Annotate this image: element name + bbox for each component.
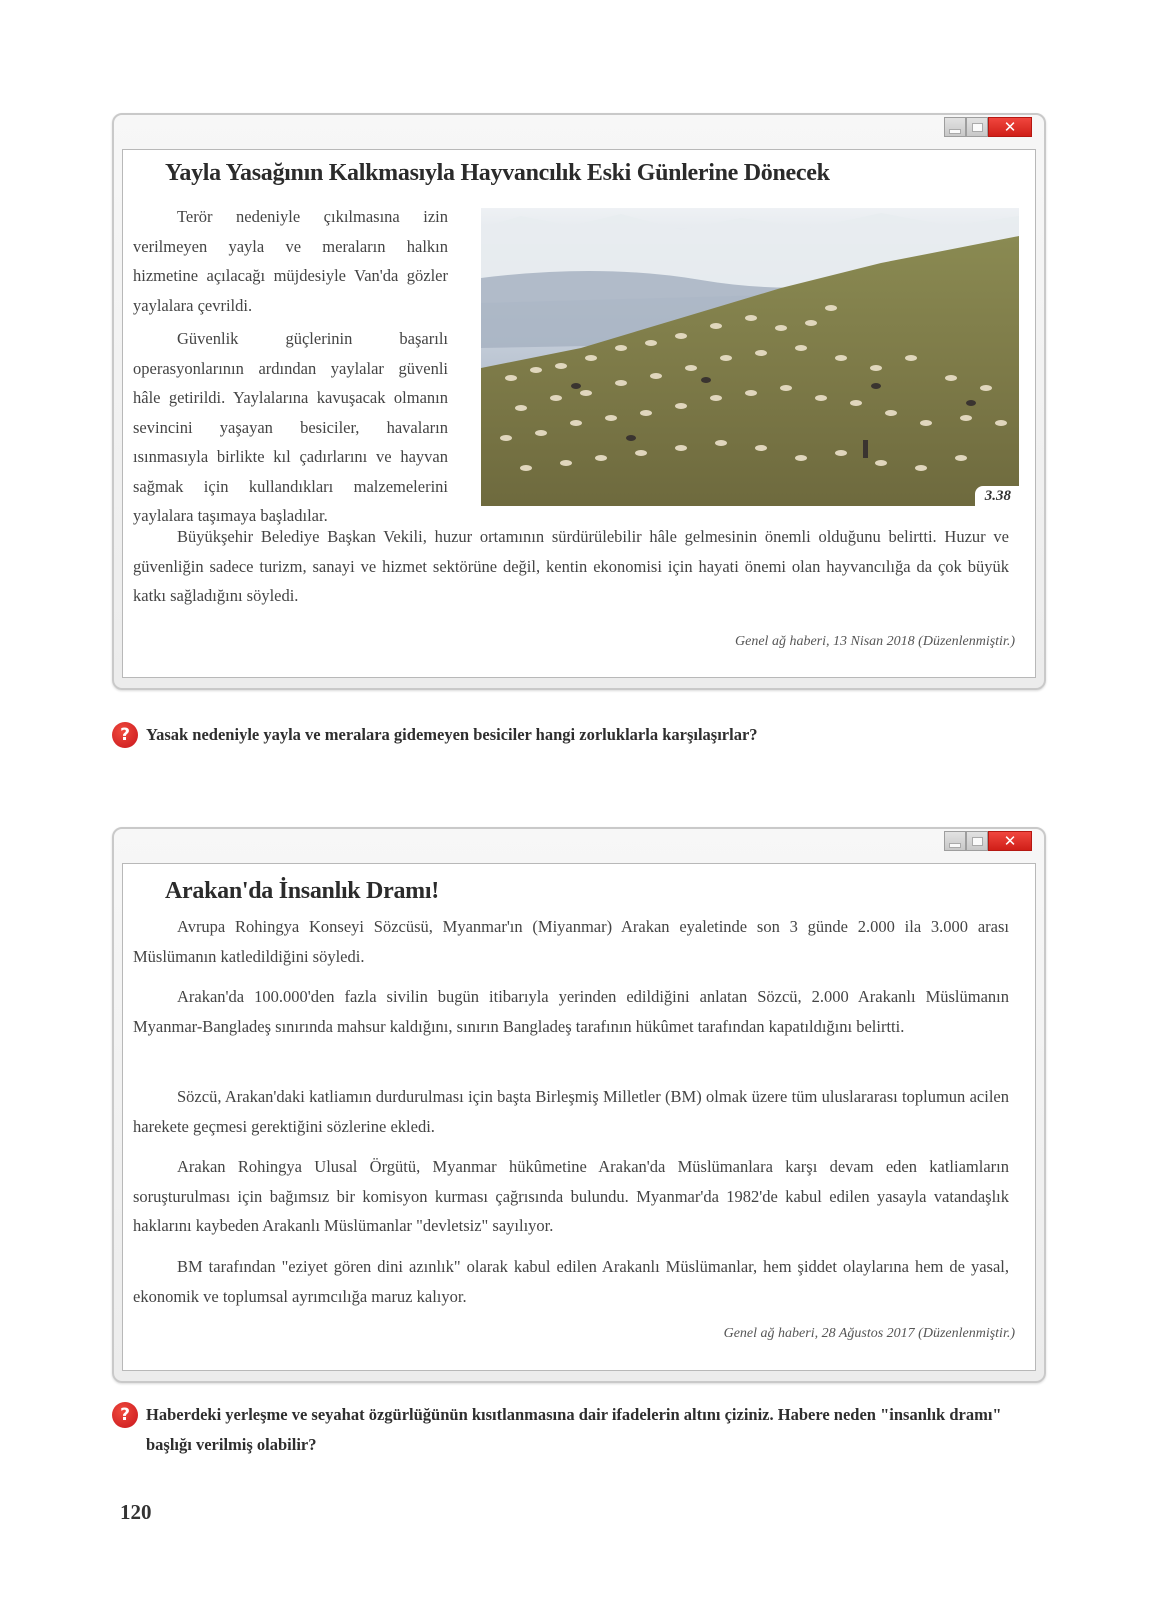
- maximize-icon[interactable]: [966, 117, 988, 137]
- question-1: [112, 720, 1032, 750]
- question-text: Yasak nedeniyle yayla ve meralara gidemeyen besiciler hangi zorluklarla karşılaşırlar?: [146, 725, 758, 744]
- page-number: 120: [120, 1500, 152, 1524]
- question-icon: ?: [112, 722, 138, 748]
- window-controls: [944, 831, 1032, 853]
- close-icon[interactable]: ✕: [988, 831, 1032, 851]
- news-content: [122, 863, 1036, 1371]
- window-controls: [944, 117, 1032, 139]
- news-title: Yayla Yasağının Kalkmasıyla Hayvancılık Eski Günlerine Dönecek: [165, 160, 830, 186]
- news-paragraph: Avrupa Rohingya Konseyi Sözcüsü, Myanmar'ın (Miyanmar) Arakan eyaletinde son 3 günde 2.000 ila 3.000 arası Müslümanın katledildiğini söyledi.: [133, 917, 1009, 966]
- news-window-2: [112, 827, 1046, 1383]
- news-paragraph: BM tarafından "eziyet gören dini azınlık" olarak kabul edilen Arakanlı Müslümanlar, hem şiddet olaylarına hem de yasal, ekonomik ve toplumsal ayrımcılığa maruz kalıyor.: [133, 1257, 1009, 1306]
- window-titlebar: [114, 115, 1044, 149]
- news-source: Genel ağ haberi, 13 Nisan 2018 (Düzenlenmiştir.): [735, 634, 1015, 649]
- news-content: [122, 149, 1036, 678]
- minimize-icon[interactable]: [944, 831, 966, 851]
- close-icon[interactable]: ✕: [988, 117, 1032, 137]
- landscape-illustration: [481, 208, 1019, 506]
- news-source: Genel ağ haberi, 28 Ağustos 2017 (Düzenlenmiştir.): [723, 1326, 1015, 1341]
- question-text: Haberdeki yerleşme ve seyahat özgürlüğünün kısıtlanmasına dair ifadelerin altını çiziniz. Habere neden "insanlık dramı" başlığı verilmiş olabilir?: [146, 1405, 1002, 1454]
- question-icon: ?: [112, 1402, 138, 1428]
- news-paragraph: Terör nedeniyle çıkılmasına izin verilmeyen yayla ve meraların halkın hizmetine açılacağı müjdesiyle Van'da gözler yaylalara çevrildi.: [133, 207, 448, 315]
- news-paragraph: Arakan'da 100.000'den fazla sivilin bugün itibarıyla yerinden edildiğini anlatan Sözcü, 2.000 Arakanlı Müslümanın Myanmar-Bangladeş sınırında mahsur kaldığını, sınırın Bangladeş tarafının hükûmet tarafından kapatıldığını belirtti.: [133, 987, 1009, 1036]
- maximize-icon[interactable]: [966, 831, 988, 851]
- minimize-icon[interactable]: [944, 117, 966, 137]
- sheep-hillside-photo: [481, 208, 1019, 506]
- news-paragraph: Arakan Rohingya Ulusal Örgütü, Myanmar hükûmetine Arakan'da Müslümanlara karşı devam eden katliamların soruşturulması için bağımsız bir komisyon kurması çağrısında bulundu. Myanmar'da 1982'de kabul edilen yasayla vatandaşlık haklarını kaybeden Arakanlı Müslümanlar "devletsiz" sayılıyor.: [133, 1157, 1009, 1235]
- window-titlebar: [114, 829, 1044, 863]
- question-2: [112, 1400, 1032, 1460]
- news-paragraph: Güvenlik güçlerinin başarılı operasyonlarının ardından yaylalar güvenli hâle getirildi. Yaylalarına kavuşacak olmanın sevincini yaşayan besiciler, havaların ısınmasıyla birlikte kıl çadırlarını ve hayvan sağmak için kullandıkları malzemelerini yaylalara taşımaya başladılar.: [133, 329, 448, 525]
- news-paragraph: Sözcü, Arakan'daki katliamın durdurulması için başta Birleşmiş Milletler (BM) olmak üzere tüm uluslararası toplumun acilen harekete geçmesi gerektiğini sözlerine ekledi.: [133, 1087, 1009, 1136]
- news-paragraph: Büyükşehir Belediye Başkan Vekili, huzur ortamının sürdürülebilir hâle gelmesinin önemli olduğunu belirtti. Huzur ve güvenliğin sadece turizm, sanayi ve hizmet sektörüne değil, kentin ekonomisi için hayati önemi olan hayvancılığa da çok büyük katkı sağladığını söyledi.: [133, 527, 1009, 605]
- figure-number-badge: 3.38: [975, 486, 1019, 506]
- news-window-1: [112, 113, 1046, 690]
- news-title: Arakan'da İnsanlık Dramı!: [165, 878, 439, 904]
